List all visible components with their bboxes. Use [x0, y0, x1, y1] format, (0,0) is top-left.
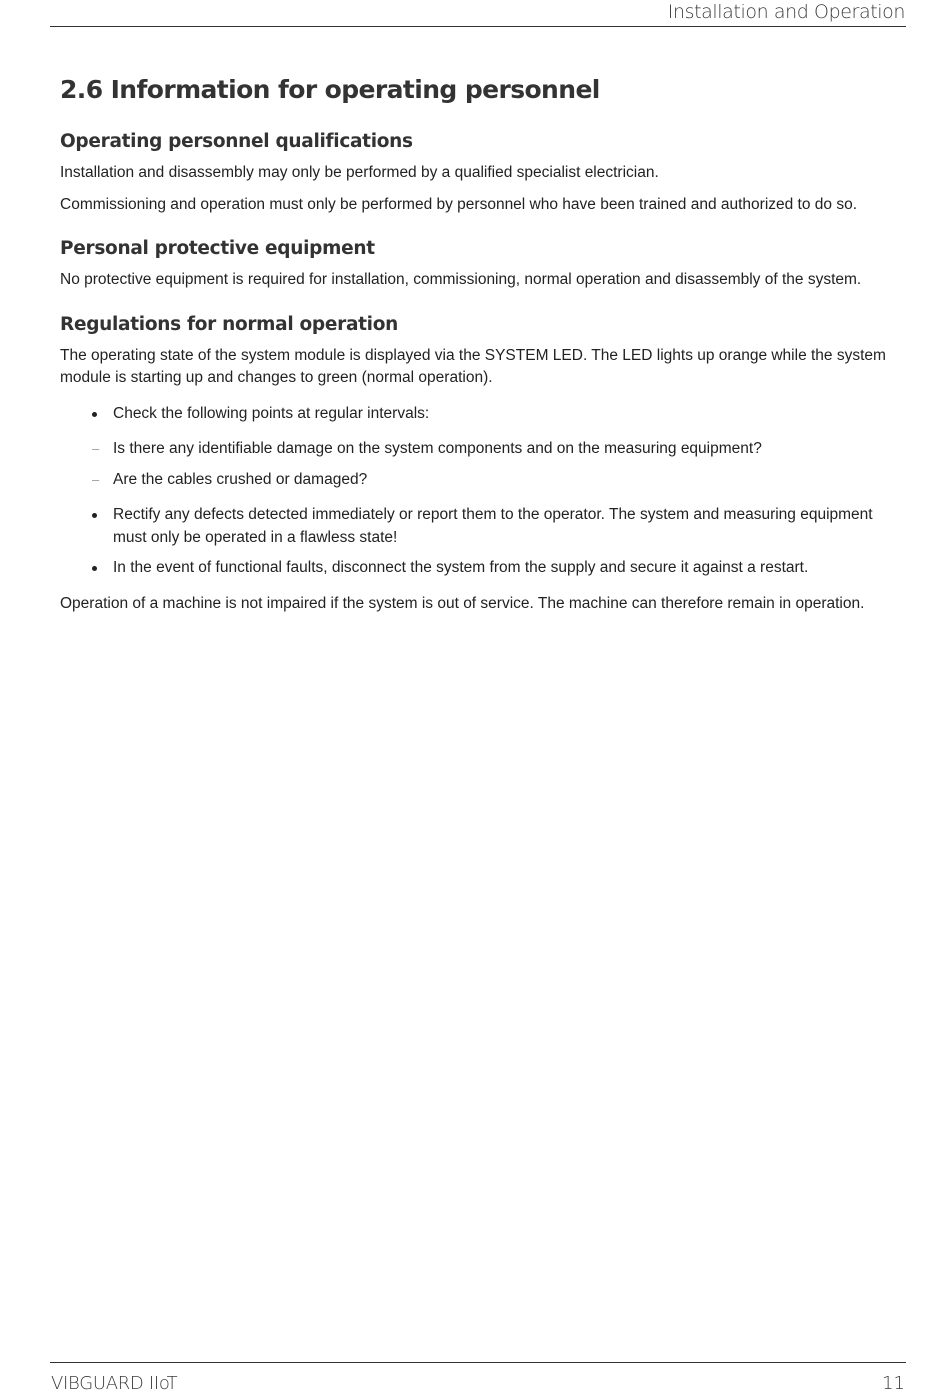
- qualifications-heading: Operating personnel qualifications: [60, 131, 413, 152]
- list-item-text: Are the cables crushed or damaged?: [113, 470, 368, 488]
- list-item: [60, 403, 890, 426]
- list-item: [60, 438, 890, 461]
- dash-icon: –: [92, 441, 100, 456]
- regulations-block: [60, 313, 890, 616]
- footer-page-number: 11: [882, 1373, 905, 1394]
- ppe-heading: Personal protective equipment: [60, 238, 375, 259]
- regulations-list: [60, 403, 890, 580]
- qualifications-paragraph-1: Installation and disassembly may only be performed by a qualified specialist electrician.: [60, 164, 659, 181]
- list-item-text: In the event of functional faults, disconnect the system from the supply and secure it against a restart.: [113, 559, 809, 576]
- regulations-heading: Regulations for normal operation: [60, 313, 398, 335]
- ppe-block: [60, 237, 890, 292]
- dash-icon: –: [92, 471, 100, 487]
- regulations-paragraph: The operating state of the system module is displayed via the SYSTEM LED. The LED lights up orange while the system module is starting up and changes to green (normal operation).: [60, 346, 886, 386]
- running-header-title: Installation and Operation: [667, 1, 905, 23]
- bullet-icon: [92, 513, 97, 518]
- running-footer: [50, 1362, 906, 1394]
- list-item: [60, 557, 890, 580]
- list-item-text: Check the following points at regular intervals:: [113, 404, 430, 422]
- list-item-text: Rectify any defects detected immediately or report them to the operator. The system and measuring equipment must only be operated in a flawless state!: [113, 506, 873, 546]
- running-header: [50, 0, 906, 27]
- bullet-icon: [92, 412, 97, 417]
- ppe-paragraph: No protective equipment is required for installation, commissioning, normal operation and disassembly of the system.: [60, 271, 862, 288]
- list-item: [60, 504, 890, 549]
- list-item: [60, 469, 890, 492]
- bullet-icon: [92, 566, 97, 571]
- qualifications-paragraph-2: Commissioning and operation must only be performed by personnel who have been trained and authorized to do so.: [60, 195, 858, 213]
- closing-paragraph: Operation of a machine is not impaired if the system is out of service. The machine can therefore remain in operation.: [60, 594, 865, 612]
- footer-product-name: VIBGUARD IIoT: [51, 1373, 178, 1394]
- section-title: 2.6 Information for operating personnel: [60, 75, 600, 104]
- page-content: [60, 70, 890, 636]
- list-item-text: Is there any identifiable damage on the system components and on the measuring equipment?: [113, 440, 762, 457]
- qualifications-block: [60, 130, 890, 216]
